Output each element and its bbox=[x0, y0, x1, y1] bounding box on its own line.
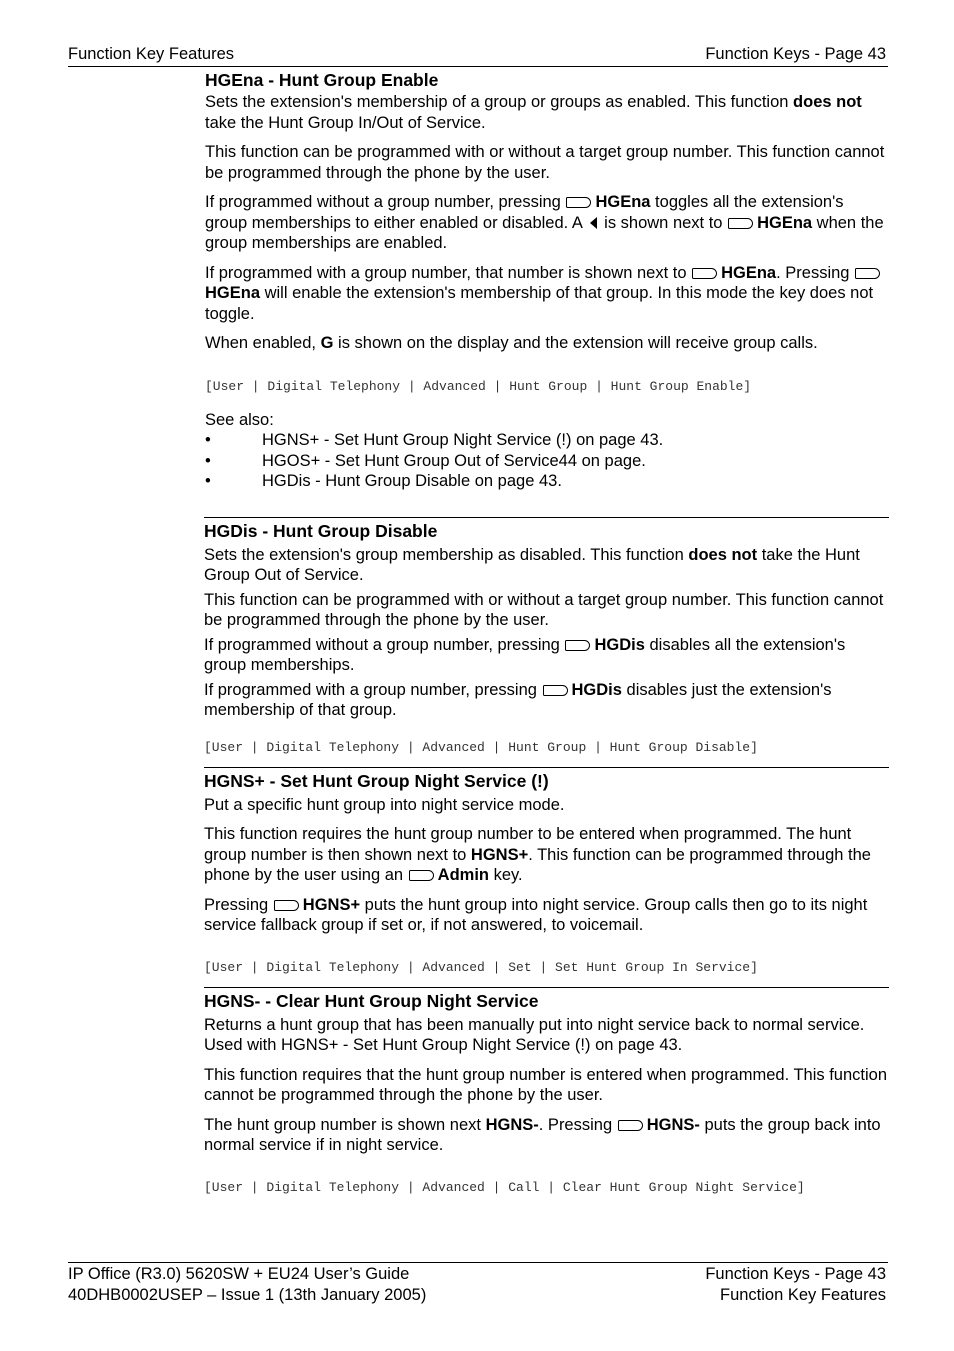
paragraph: Returns a hunt group that has been manually put into night service back to normal service. Used with HGNS+ - Set Hunt Group Night Service (!) on page 43. bbox=[204, 1015, 865, 1054]
function-key-icon bbox=[855, 268, 880, 279]
page-footer bbox=[68, 1262, 888, 1305]
page-content bbox=[205, 68, 890, 1198]
function-key-icon bbox=[692, 268, 717, 279]
function-key-icon bbox=[409, 870, 434, 881]
see-also-label: See also: bbox=[205, 410, 274, 429]
section-title: HGEna - Hunt Group Enable bbox=[205, 70, 439, 90]
paragraph: When enabled, G is shown on the display and the extension will receive group calls. bbox=[205, 334, 818, 352]
page-header bbox=[68, 44, 888, 67]
paragraph: The hunt group number is shown next HGNS-. Pressing HGNS- puts the group back into normal service if in night service. bbox=[204, 1115, 881, 1154]
section-title: HGDis - Hunt Group Disable bbox=[204, 520, 438, 541]
function-key-icon bbox=[728, 218, 753, 229]
paragraph: This function requires the hunt group number to be entered when programmed. The hunt group number is then shown next to HGNS+. This function can be programmed through the phone by the user using an Admin key. bbox=[204, 825, 871, 884]
section-hgns-plus bbox=[204, 767, 889, 987]
paragraph: If programmed without a group number, pressing HGEna toggles all the extension's group memberships to either enabled or disabled. A is shown next to HGEna when the group memberships are enabled. bbox=[205, 193, 884, 252]
paragraph: This function can be programmed with or without a target group number. This function cannot be programmed through the phone by the user. bbox=[204, 590, 884, 629]
footer-right-1: Function Keys - Page 43 bbox=[705, 1265, 886, 1283]
footer-right-2: Function Key Features bbox=[720, 1285, 886, 1304]
left-arrow-indicator-icon bbox=[590, 217, 597, 229]
paragraph: Put a specific hunt group into night service mode. bbox=[204, 795, 565, 814]
paragraph: This function requires that the hunt group number is entered when programmed. This function cannot be programmed through the phone by the user. bbox=[204, 1065, 887, 1104]
paragraph: Sets the extension's membership of a group or groups as enabled. This function does not take the Hunt Group In/Out of Service. bbox=[205, 93, 862, 132]
see-also-list bbox=[205, 430, 890, 492]
section-title: HGNS- - Clear Hunt Group Night Service bbox=[204, 990, 539, 1011]
function-key-icon bbox=[566, 197, 591, 208]
footer-left-2: 40DHB0002USEP – Issue 1 (13th January 2005) bbox=[68, 1285, 427, 1304]
header-left: Function Key Features bbox=[68, 45, 234, 63]
menu-path: [User | Digital Telephony | Advanced | Call | Clear Hunt Group Night Service] bbox=[204, 1179, 805, 1195]
paragraph: If programmed with a group number, pressing HGDis disables just the extension's membership of that group. bbox=[204, 680, 832, 719]
menu-path: [User | Digital Telephony | Advanced | Hunt Group | Hunt Group Disable] bbox=[204, 739, 758, 755]
section-hgena bbox=[205, 68, 890, 492]
list-item: • HGOS+ - Set Hunt Group Out of Service44 on page. bbox=[205, 451, 890, 472]
list-item: • HGNS+ - Set Hunt Group Night Service (!) on page 43. bbox=[205, 430, 890, 451]
section-title: HGNS+ - Set Hunt Group Night Service (!) bbox=[204, 770, 549, 791]
menu-path: [User | Digital Telephony | Advanced | Set | Set Hunt Group In Service] bbox=[204, 959, 758, 975]
paragraph: Sets the extension's group membership as disabled. This function does not take the Hunt Group Out of Service. bbox=[204, 545, 860, 584]
paragraph: Pressing HGNS+ puts the hunt group into night service. Group calls then go to its night service fallback group if set or, if not answered, to voicemail. bbox=[204, 895, 868, 934]
section-hgns-minus bbox=[204, 987, 889, 1198]
section-hgdis bbox=[204, 517, 889, 767]
function-key-icon bbox=[618, 1120, 643, 1131]
function-key-icon bbox=[565, 640, 590, 651]
footer-left-1: IP Office (R3.0) 5620SW + EU24 User’s Guide bbox=[68, 1265, 410, 1283]
function-key-icon bbox=[274, 900, 299, 911]
paragraph: If programmed with a group number, that number is shown next to HGEna. Pressing HGEna will enable the extension's membership of that group. In this mode the key does not toggle. bbox=[205, 263, 890, 325]
list-item: • HGDis - Hunt Group Disable on page 43. bbox=[205, 471, 890, 492]
paragraph: This function can be programmed with or without a target group number. This function cannot be programmed through the phone by the user. bbox=[205, 143, 885, 182]
paragraph: If programmed without a group number, pressing HGDis disables all the extension's group memberships. bbox=[204, 635, 846, 674]
menu-path: [User | Digital Telephony | Advanced | Hunt Group | Hunt Group Enable] bbox=[205, 378, 752, 394]
header-right: Function Keys - Page 43 bbox=[705, 45, 886, 63]
function-key-icon bbox=[543, 685, 568, 696]
